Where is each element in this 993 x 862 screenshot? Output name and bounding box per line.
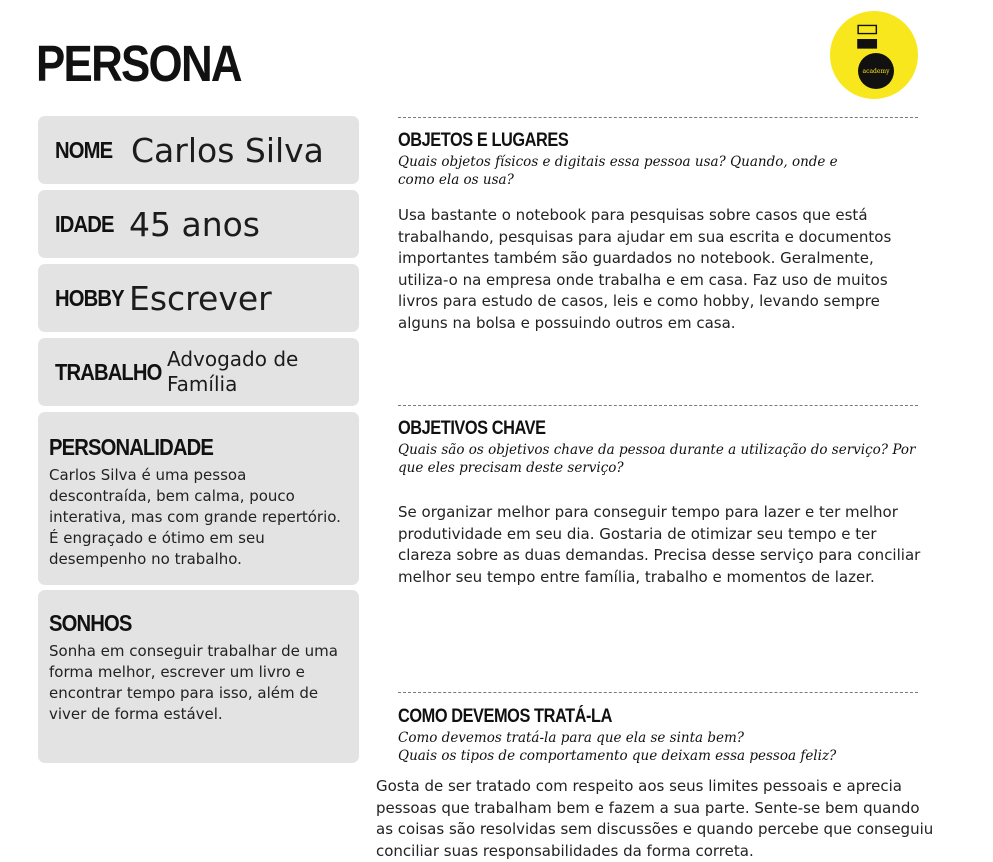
tratamento-answer: Gosta de ser tratado com respeito aos seus limites pessoais e aprecia pessoas que trabalham bem e fazem a sua parte. Sente-se bem quando as coisas são resolvidas sem discussões e quando percebe que conseguiu conciliar suas responsabilidades da forma correta. [376, 777, 934, 860]
field-trabalho-value [167, 347, 298, 397]
personalidade-label: PERSONALIDADE [49, 434, 213, 460]
logo [830, 11, 918, 99]
logo-tagline: academy [858, 53, 894, 89]
objetos-heading: OBJETOS E LUGARES [398, 130, 569, 151]
field-hobby [38, 264, 359, 332]
tratamento-heading: COMO DEVEMOS TRATÁ-LA [398, 706, 612, 727]
sonhos-card [38, 590, 359, 763]
field-idade-value: 45 anos [129, 204, 261, 244]
field-idade-label: IDADE [55, 210, 114, 237]
divider [398, 405, 918, 406]
field-hobby-value: Escrever [129, 278, 272, 318]
tratamento-question-line2: Quais os tipos de comportamento que deixam essa pessoa feliz? [398, 748, 837, 764]
divider [398, 117, 918, 118]
objetivos-question: Quais são os objetivos chave da pessoa durante a utilização do serviço? Por que eles precisam deste serviço? [398, 442, 916, 476]
field-nome-value: Carlos Silva [131, 130, 324, 170]
tratamento-question-line1: Como devemos tratá-la para que ela se sinta bem? [398, 730, 745, 746]
personalidade-text: Carlos Silva é uma pessoa descontraída, bem calma, pouco interativa, mas com grande repertório. É engraçado e ótimo em seu desempenho no trabalho. [49, 466, 341, 568]
field-nome-label: NOME [55, 136, 113, 163]
objetivos-answer: Se organizar melhor para conseguir tempo para lazer e ter melhor produtividade em seu dia. Gostaria de otimizar seu tempo e ter clareza sobre as duas demandas. Precisa desse serviço para conciliar melhor seu tempo entre família, trabalho e momentos de lazer. [398, 503, 921, 586]
field-trabalho [38, 338, 359, 406]
logo-mark: ▮▯ [851, 22, 881, 51]
personalidade-card [38, 412, 359, 585]
field-trabalho-value-line2: Família [167, 372, 238, 396]
field-hobby-label: HOBBY [55, 284, 124, 311]
page-title: PERSONA [36, 35, 241, 92]
field-idade [38, 190, 359, 258]
tratamento-question [398, 729, 918, 765]
field-nome [38, 116, 359, 184]
sonhos-label: SONHOS [49, 610, 132, 636]
divider [398, 692, 918, 693]
objetivos-heading: OBJETIVOS CHAVE [398, 418, 546, 439]
field-trabalho-value-line1: Advogado de [167, 347, 299, 371]
objetos-question: Quais objetos físicos e digitais essa pessoa usa? Quando, onde e como ela os usa? [398, 154, 838, 188]
field-trabalho-label: TRABALHO [55, 358, 162, 385]
sonhos-text: Sonha em conseguir trabalhar de uma forma melhor, escrever um livro e encontrar tempo para isso, além de viver de forma estável. [49, 642, 338, 723]
objetos-answer: Usa bastante o notebook para pesquisas sobre casos que está trabalhando, pesquisas para ajudar em sua escrita e documentos importantes também são guardados no notebook. Geralmente, utiliza-o na empresa onde trabalha e em casa. Faz uso de muitos livros para estudo de casos, leis e como hobby, levando sempre alguns na bolsa e possuindo outros em casa. [398, 206, 892, 332]
